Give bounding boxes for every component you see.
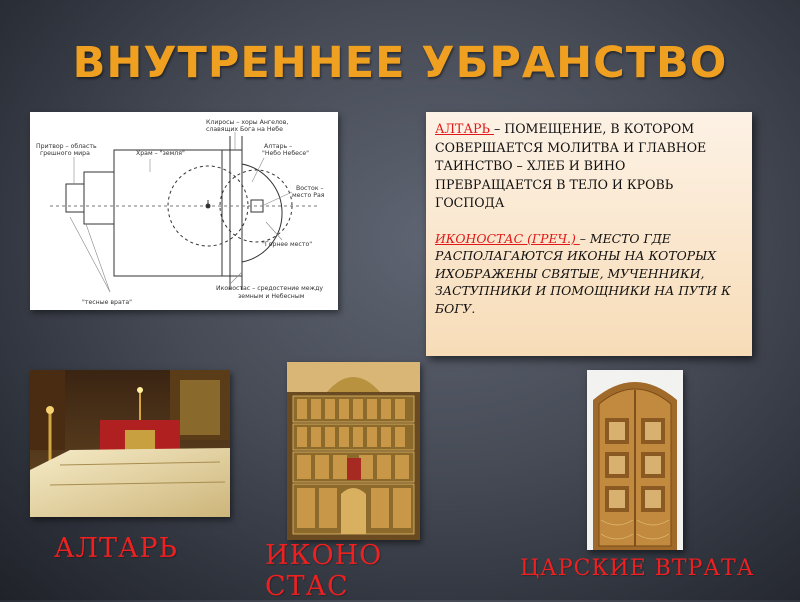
plan-label-hram: Храм – "земля" <box>136 150 185 157</box>
definitions-box <box>426 112 752 356</box>
plan-label-kliros: Клиросы – хоры Ангелов, <box>206 119 289 126</box>
altar-definition <box>435 120 744 213</box>
ikonostas-definition <box>435 230 744 318</box>
church-plan-drawing <box>30 112 338 310</box>
altar-definition-text: – ПОМЕЩЕНИЕ, В КОТОРОМ СОВЕРШАЕТСЯ МОЛИТВА И ГЛАВНОЕ ТАИНСТВО – ХЛЕБ И ВИНО ПРЕВРАЩАЕТСЯ В ТЕЛО И КРОВЬ ГОСПОДА <box>435 121 707 210</box>
plan-label-kliros-2: славящих Бога на Небе <box>206 126 283 133</box>
plan-label-vrata: "тесные врата" <box>82 299 132 306</box>
ikonostas-term: ИКОНОСТАС (ГРЕЧ.) <box>435 230 580 246</box>
plan-label-ikonostas: Иконостас – средостение между <box>216 285 324 292</box>
plan-label-ikonostas-2: земным и Небесным <box>238 293 305 300</box>
plan-label-pritvor: Притвор – область <box>36 143 97 150</box>
plan-label-pritvor-2: грешного мира <box>40 150 90 157</box>
plan-label-vostok: Восток – <box>296 185 324 192</box>
altar-term: АЛТАРЬ <box>435 121 494 136</box>
plan-label-vostok-2: место Рая <box>292 192 325 199</box>
slide-title: ВНУТРЕННЕЕ УБРАНСТВО <box>72 38 728 88</box>
altar-caption: АЛТАРЬ <box>54 533 178 564</box>
plan-label-gornee: "Горнее место" <box>262 241 313 248</box>
royal-gates-photo <box>587 370 683 550</box>
altar-photo <box>30 370 230 517</box>
iconostasis-photo <box>287 362 420 540</box>
iconostasis-caption: ИКОНОСТАС <box>265 540 383 602</box>
royal-gates-caption: ЦАРСКИЕ ВТРАТА <box>520 556 755 581</box>
plan-label-altar-2: "Небо Небесе" <box>262 150 310 157</box>
ikonostas-definition-text: – МЕСТО ГДЕ РАСПОЛАГАЮТСЯ ИКОНЫ НА КОТОРЫХ ИХОБРАЖЕНЫ СВЯТЫЕ, МУЧЕННИКИ, ЗАСТУПНИКИ И ПОМОЩНИКИ НА ПУТИ К БОГУ. <box>435 230 731 316</box>
church-plan-diagram <box>30 112 338 310</box>
plan-label-altar: Алтарь – <box>264 143 293 150</box>
